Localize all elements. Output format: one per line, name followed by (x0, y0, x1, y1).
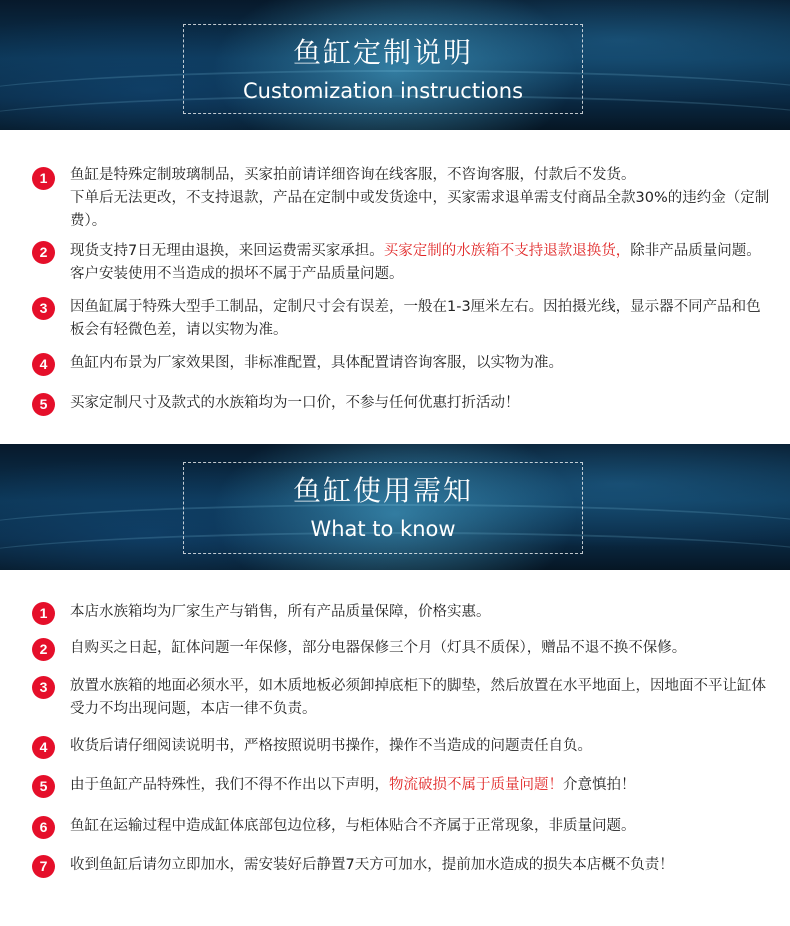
number-badge: 5 (32, 393, 55, 416)
section-title-en: Customization instructions (242, 79, 524, 103)
number-badge: 3 (32, 676, 55, 699)
item-text: 自购买之日起，缸体问题一年保修，部分电器保修三个月（灯具不质保），赠品不退不换不保修。 (70, 640, 687, 656)
number-badge: 6 (32, 816, 55, 839)
item-text: 鱼缸是特殊定制玻璃制品，买家拍前请详细咨询在线客服，不咨询客服，付款后不发货。 (70, 167, 636, 183)
number-badge: 4 (32, 736, 55, 759)
item-text: 收货后请仔细阅读说明书，严格按照说明书操作，操作不当造成的问题责任自负。 (70, 738, 592, 754)
usage-banner (0, 444, 790, 570)
item-text: 鱼缸内布景为厂家效果图，非标准配置，具体配置请咨询客服，以实物为准。 (70, 355, 563, 371)
customization-banner (0, 0, 790, 130)
number-badge: 7 (32, 855, 55, 878)
number-badge: 2 (32, 638, 55, 661)
item-text: 收到鱼缸后请勿立即加水，需安装好后静置7天方可加水，提前加水造成的损失本店概不负责！ (70, 857, 674, 873)
item-text: 由于鱼缸产品特殊性，我们不得不作出以下声明，物流破损不属于质量问题！介意慎拍！ (70, 777, 636, 793)
section-title-cn: 鱼缸定制说明 (292, 36, 473, 69)
item-text: 买家定制尺寸及款式的水族箱均为一口价，不参与任何优惠打折活动！ (70, 395, 520, 411)
number-badge: 4 (32, 353, 55, 376)
item-text: 现货支持7日无理由退换，来回运费需买家承担。买家定制的水族箱不支持退款退换货，除非产品质量问题。客户安装使用不当造成的损坏不属于产品质量问题。 (70, 243, 761, 282)
item-text: 鱼缸在运输过程中造成缸体底部包边位移，与柜体贴合不齐属于正常现象，非质量问题。 (70, 818, 636, 834)
number-badge: 1 (32, 167, 55, 190)
number-badge: 1 (32, 602, 55, 625)
number-badge: 5 (32, 775, 55, 798)
banner-frame (183, 462, 583, 554)
item-text: 本店水族箱均为厂家生产与销售，所有产品质量保障，价格实惠。 (70, 604, 491, 620)
item-text: 因鱼缸属于特殊大型手工制品，定制尺寸会有误差，一般在1-3厘米左右。因拍摄光线，显示器不同产品和色板会有轻微色差，请以实物为准。 (70, 299, 761, 338)
number-badge: 3 (32, 297, 55, 320)
number-badge: 2 (32, 241, 55, 264)
section-title-en: What to know (310, 517, 456, 541)
item-text: 放置水族箱的地面必须水平，如木质地板必须卸掉底柜下的脚垫，然后放置在水平地面上，因地面不平让缸体受力不均出现问题，本店一律不负责。 (70, 678, 766, 717)
highlight-text: 物流破损不属于质量问题！ (389, 777, 563, 793)
section-title-cn: 鱼缸使用需知 (292, 474, 473, 507)
highlight-text: 买家定制的水族箱不支持退款退换货， (383, 243, 631, 259)
banner-frame (183, 24, 583, 114)
item-text: 下单后无法更改，不支持退款，产品在定制中或发货途中，买家需求退单需支付商品全款30%的违约金（定制费）。 (70, 190, 770, 229)
